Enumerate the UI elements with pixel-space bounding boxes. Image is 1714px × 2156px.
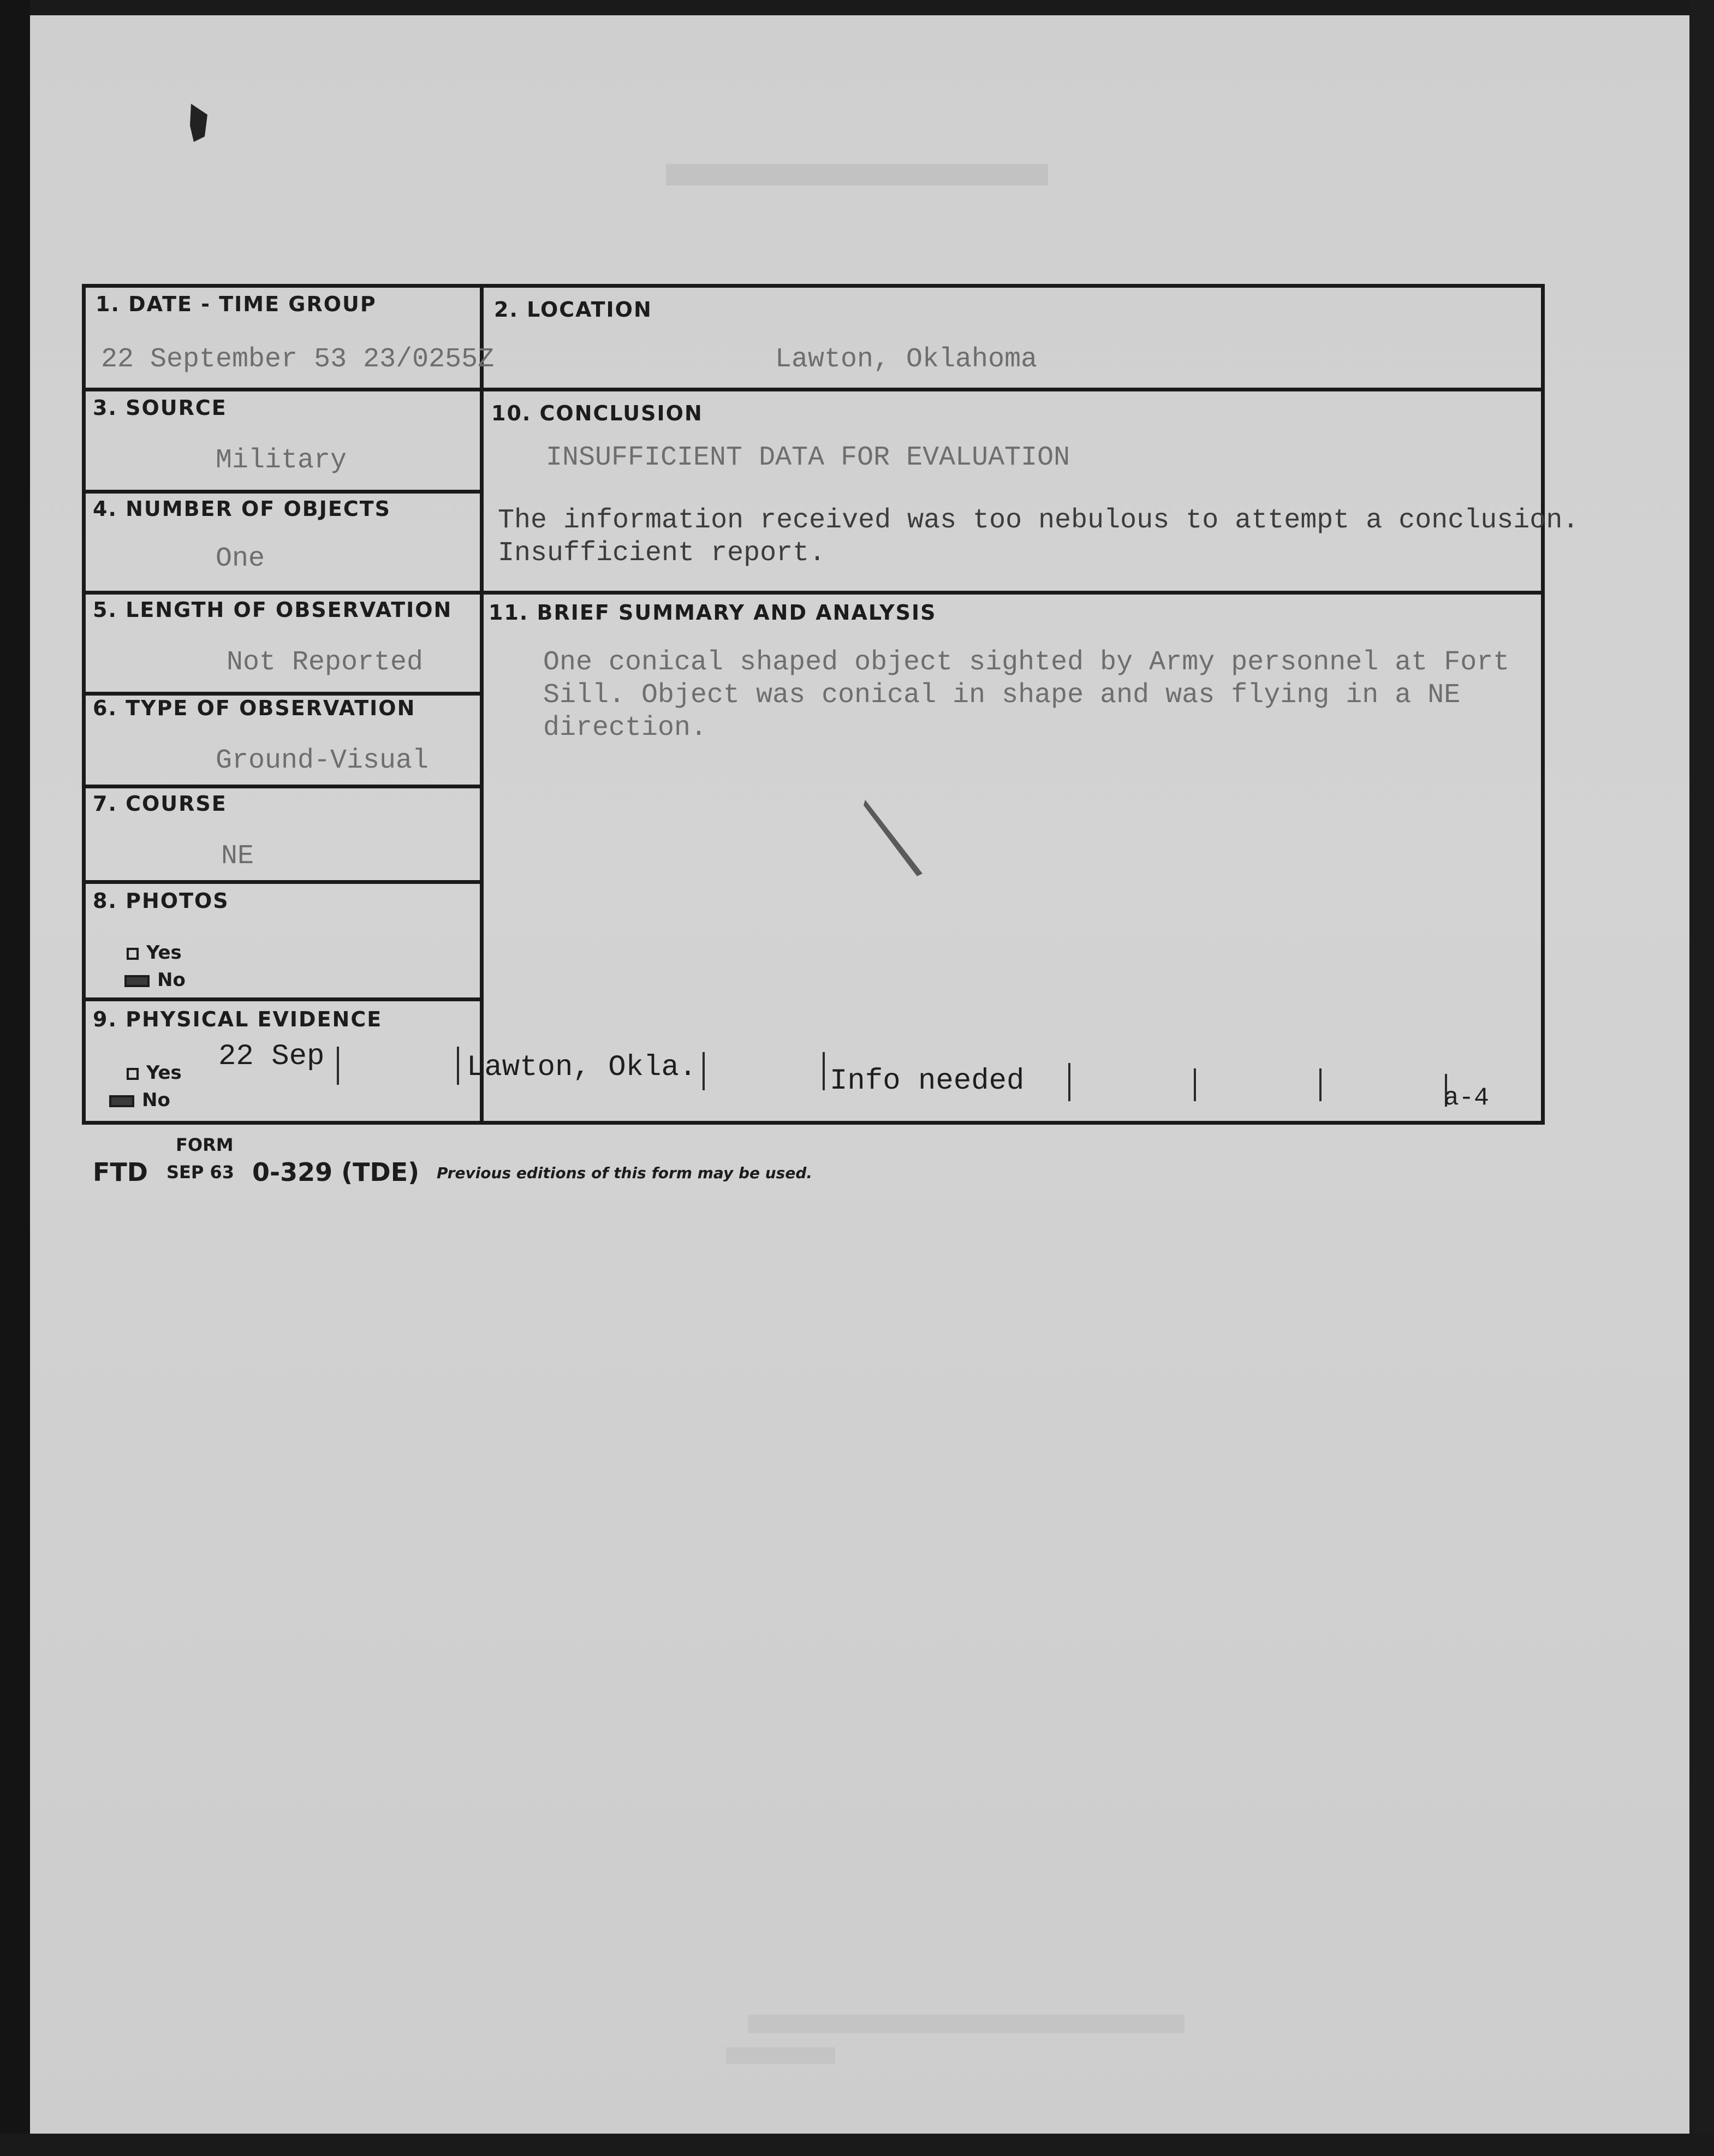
course-value: NE: [221, 841, 254, 872]
scan-top-border: [0, 0, 1714, 15]
column-divider: [480, 288, 484, 1121]
index-note: Info needed: [830, 1065, 1025, 1098]
index-tick: [1194, 1068, 1196, 1101]
checked-checkbox-icon: [109, 1095, 134, 1107]
summary-line-2: Sill. Object was conical in shape and was flying in a NE: [543, 680, 1461, 711]
row-divider: [86, 490, 484, 494]
row-divider: [86, 785, 484, 788]
checkbox-icon: [127, 1068, 139, 1080]
length-of-observation-value: Not Reported: [227, 647, 424, 678]
conclusion-text-line-2: Insufficient report.: [498, 538, 826, 569]
index-tick: [457, 1047, 459, 1085]
photos-no-option[interactable]: No: [124, 969, 186, 991]
photos-label: 8. PHOTOS: [93, 889, 229, 913]
row-divider: [86, 692, 484, 696]
index-tick: [703, 1052, 705, 1090]
index-date: 22 Sep: [218, 1040, 325, 1073]
source-label: 3. SOURCE: [93, 396, 227, 420]
checkbox-icon: [127, 948, 139, 960]
number-of-objects-label: 4. NUMBER OF OBJECTS: [93, 497, 391, 521]
row-divider: [480, 388, 1544, 391]
smudge-mark: [862, 797, 928, 879]
footer-form-number: 0-329 (TDE): [252, 1157, 420, 1187]
date-time-group-value: 22 September 53 23/0255Z: [101, 344, 495, 375]
course-label: 7. COURSE: [93, 792, 227, 816]
location-value: Lawton, Oklahoma: [775, 344, 1038, 375]
physical-evidence-yes-option[interactable]: Yes: [127, 1062, 182, 1084]
photos-yes-option[interactable]: Yes: [127, 942, 182, 964]
bleed-through-mark: [748, 2015, 1185, 2033]
conclusion-value: INSUFFICIENT DATA FOR EVALUATION: [546, 442, 1070, 473]
bleed-through-mark: [666, 164, 1048, 186]
row-divider: [86, 997, 484, 1001]
bleed-through-mark: [726, 2047, 835, 2064]
corner-mark: [180, 98, 224, 153]
index-tick: [1068, 1063, 1070, 1101]
scan-right-border: [1689, 0, 1714, 2156]
row-divider: [480, 591, 1544, 595]
physical-evidence-label: 9. PHYSICAL EVIDENCE: [93, 1007, 383, 1031]
footer-date: SEP 63: [166, 1162, 235, 1183]
length-of-observation-label: 5. LENGTH OF OBSERVATION: [93, 598, 453, 622]
row-divider: [86, 880, 484, 884]
location-label: 2. LOCATION: [494, 298, 652, 322]
type-of-observation-value: Ground-Visual: [216, 745, 429, 776]
checked-checkbox-icon: [124, 975, 150, 987]
date-time-group-label: 1. DATE - TIME GROUP: [96, 292, 377, 316]
scan-bottom-border: [0, 2134, 1714, 2156]
conclusion-label: 10. CONCLUSION: [491, 401, 703, 425]
type-of-observation-label: 6. TYPE OF OBSERVATION: [93, 696, 416, 720]
index-tick: [337, 1047, 339, 1085]
index-tick: [1319, 1068, 1322, 1101]
physical-evidence-no-option[interactable]: No: [109, 1089, 170, 1111]
source-value: Military: [216, 445, 347, 476]
summary-line-1: One conical shaped object sighted by Army personnel at Fort: [543, 647, 1510, 678]
index-code: a-4: [1444, 1084, 1489, 1112]
footer-ftd: FTD: [93, 1157, 148, 1187]
index-tick: [823, 1052, 825, 1090]
index-location: Lawton, Okla.: [467, 1051, 697, 1084]
footer-form-word: FORM: [176, 1135, 234, 1155]
scan-left-border: [0, 0, 30, 2156]
footer-note: Previous editions of this form may be used.: [437, 1164, 812, 1182]
number-of-objects-value: One: [216, 543, 265, 574]
conclusion-text-line-1: The information received was too nebulous to attempt a conclusion.: [498, 505, 1579, 536]
summary-label: 11. BRIEF SUMMARY AND ANALYSIS: [489, 601, 937, 625]
row-divider: [86, 591, 484, 595]
summary-line-3: direction.: [543, 712, 707, 744]
row-divider: [86, 388, 484, 391]
